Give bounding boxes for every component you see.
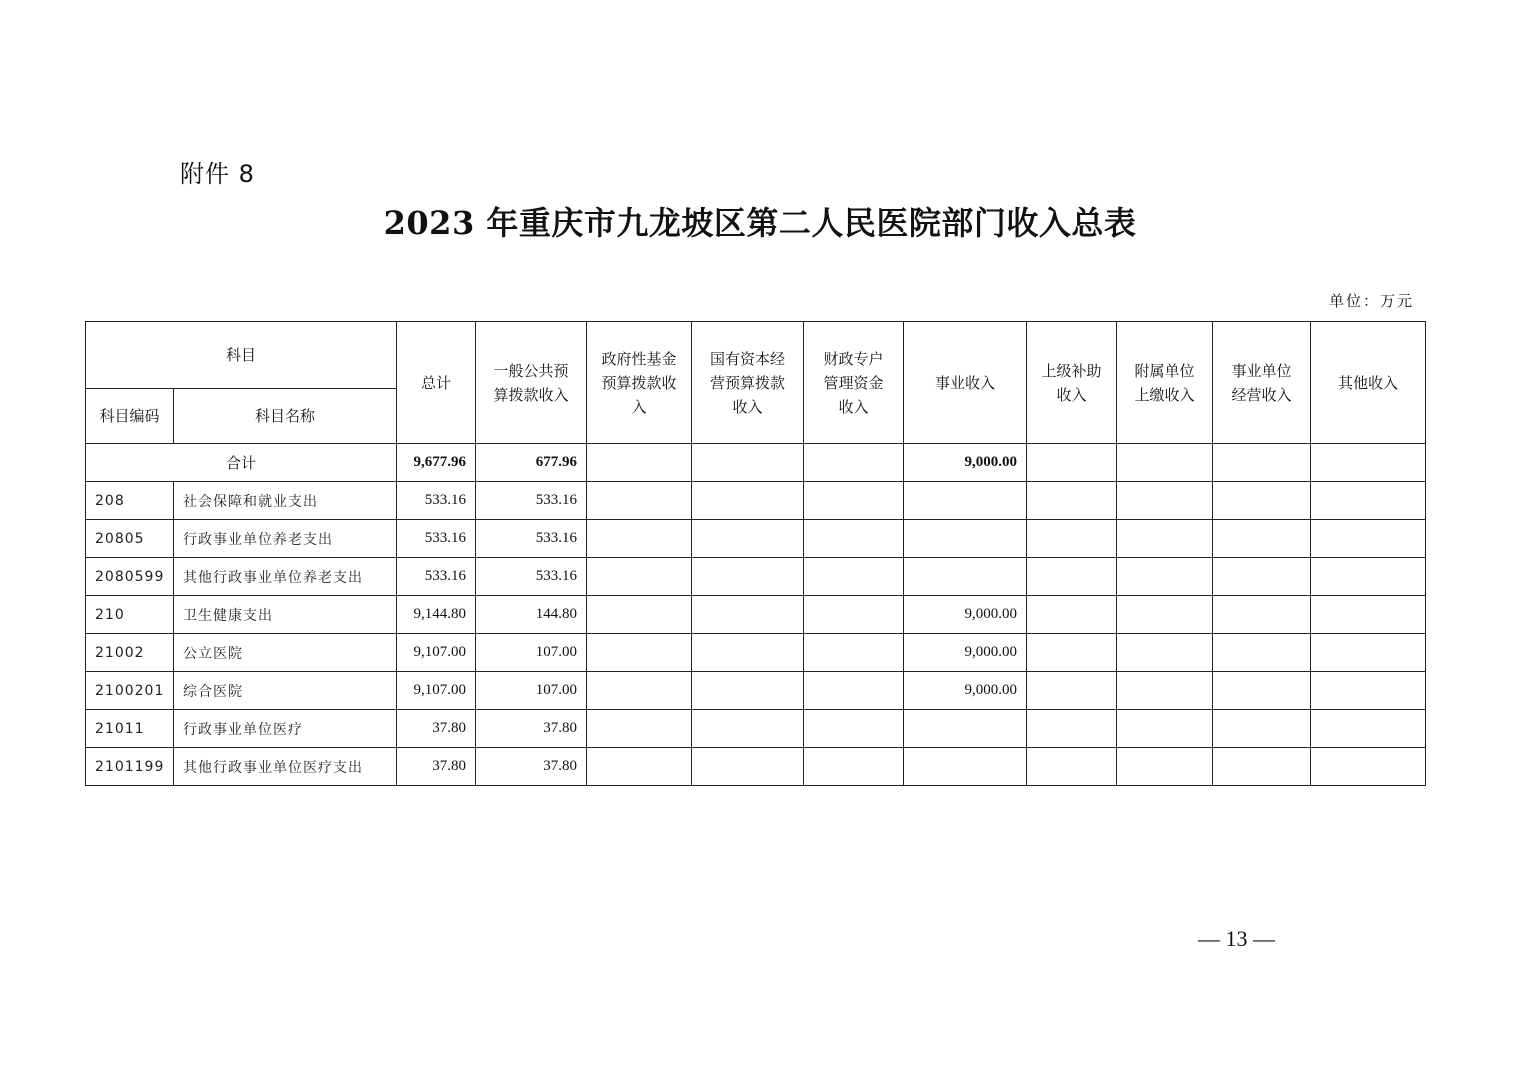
state-capital-cell (692, 748, 804, 786)
business-income-cell (904, 558, 1027, 596)
code-cell: 208 (86, 482, 174, 520)
business-operation-cell (1213, 482, 1311, 520)
fiscal-special-cell (804, 710, 904, 748)
general-budget-cell: 144.80 (476, 596, 587, 634)
header-name: 科目名称 (174, 389, 397, 444)
superior-subsidy-cell (1027, 482, 1117, 520)
table-row (86, 710, 1426, 748)
code-cell: 21002 (86, 634, 174, 672)
total-cell: 9,107.00 (397, 634, 476, 672)
affiliate-payment-cell (1117, 520, 1213, 558)
other-income-cell (1311, 748, 1426, 786)
other-income-cell (1311, 596, 1426, 634)
name-cell: 社会保障和就业支出 (174, 482, 397, 520)
fiscal-special-cell (804, 748, 904, 786)
other-income-cell (1311, 558, 1426, 596)
header-code: 科目编码 (86, 389, 174, 444)
fiscal-special-cell (804, 444, 904, 482)
total-cell: 37.80 (397, 710, 476, 748)
total-row (86, 444, 1426, 482)
total-cell: 37.80 (397, 748, 476, 786)
superior-subsidy-cell (1027, 444, 1117, 482)
general-budget-cell: 37.80 (476, 710, 587, 748)
table-row (86, 634, 1426, 672)
business-operation-cell (1213, 596, 1311, 634)
business-income-cell: 9,000.00 (904, 444, 1027, 482)
affiliate-payment-cell (1117, 672, 1213, 710)
state-capital-cell (692, 596, 804, 634)
affiliate-payment-cell (1117, 748, 1213, 786)
superior-subsidy-cell (1027, 672, 1117, 710)
general-budget-cell: 107.00 (476, 634, 587, 672)
total-label: 合计 (86, 444, 397, 482)
header-fiscal-special: 财政专户管理资金收入 (804, 322, 904, 444)
total-cell: 9,677.96 (397, 444, 476, 482)
code-cell: 2080599 (86, 558, 174, 596)
header-total: 总计 (397, 322, 476, 444)
name-cell: 公立医院 (174, 634, 397, 672)
affiliate-payment-cell (1117, 558, 1213, 596)
other-income-cell (1311, 634, 1426, 672)
attachment-label: 附件 8 (180, 160, 255, 188)
business-income-cell (904, 710, 1027, 748)
superior-subsidy-cell (1027, 634, 1117, 672)
gov-fund-cell (587, 558, 692, 596)
superior-subsidy-cell (1027, 558, 1117, 596)
gov-fund-cell (587, 596, 692, 634)
name-cell: 综合医院 (174, 672, 397, 710)
gov-fund-cell (587, 710, 692, 748)
fiscal-special-cell (804, 482, 904, 520)
gov-fund-cell (587, 520, 692, 558)
affiliate-payment-cell (1117, 444, 1213, 482)
other-income-cell (1311, 444, 1426, 482)
general-budget-cell: 533.16 (476, 558, 587, 596)
business-income-cell: 9,000.00 (904, 596, 1027, 634)
superior-subsidy-cell (1027, 520, 1117, 558)
business-income-cell: 9,000.00 (904, 672, 1027, 710)
code-cell: 210 (86, 596, 174, 634)
business-operation-cell (1213, 634, 1311, 672)
total-cell: 9,107.00 (397, 672, 476, 710)
superior-subsidy-cell (1027, 596, 1117, 634)
total-cell: 9,144.80 (397, 596, 476, 634)
table-row (86, 558, 1426, 596)
business-income-cell (904, 520, 1027, 558)
business-income-cell (904, 482, 1027, 520)
name-cell: 其他行政事业单位医疗支出 (174, 748, 397, 786)
general-budget-cell: 37.80 (476, 748, 587, 786)
business-operation-cell (1213, 520, 1311, 558)
gov-fund-cell (587, 444, 692, 482)
fiscal-special-cell (804, 558, 904, 596)
unit-label: 单位：万元 (1328, 292, 1414, 310)
general-budget-cell: 533.16 (476, 482, 587, 520)
header-superior-subsidy: 上级补助收入 (1027, 322, 1117, 444)
affiliate-payment-cell (1117, 710, 1213, 748)
state-capital-cell (692, 482, 804, 520)
state-capital-cell (692, 672, 804, 710)
gov-fund-cell (587, 482, 692, 520)
code-cell: 2100201 (86, 672, 174, 710)
affiliate-payment-cell (1117, 596, 1213, 634)
table-row (86, 672, 1426, 710)
state-capital-cell (692, 710, 804, 748)
header-gov-fund: 政府性基金预算拨款收入 (587, 322, 692, 444)
business-operation-cell (1213, 444, 1311, 482)
affiliate-payment-cell (1117, 634, 1213, 672)
income-summary-table (85, 321, 1426, 786)
table-row (86, 520, 1426, 558)
page-number: — 13 — (1198, 926, 1275, 951)
code-cell: 20805 (86, 520, 174, 558)
state-capital-cell (692, 634, 804, 672)
superior-subsidy-cell (1027, 710, 1117, 748)
business-income-cell: 9,000.00 (904, 634, 1027, 672)
fiscal-special-cell (804, 596, 904, 634)
total-cell: 533.16 (397, 482, 476, 520)
fiscal-special-cell (804, 520, 904, 558)
table-row (86, 748, 1426, 786)
business-operation-cell (1213, 672, 1311, 710)
fiscal-special-cell (804, 672, 904, 710)
header-state-capital: 国有资本经营预算拨款收入 (692, 322, 804, 444)
header-business-income: 事业收入 (904, 322, 1027, 444)
other-income-cell (1311, 710, 1426, 748)
business-income-cell (904, 748, 1027, 786)
page-title: 2023 年重庆市九龙坡区第二人民医院部门收入总表 (383, 204, 1137, 242)
general-budget-cell: 533.16 (476, 520, 587, 558)
code-cell: 2101199 (86, 748, 174, 786)
other-income-cell (1311, 520, 1426, 558)
gov-fund-cell (587, 748, 692, 786)
name-cell: 其他行政事业单位养老支出 (174, 558, 397, 596)
table-row (86, 596, 1426, 634)
header-general-budget: 一般公共预算拨款收入 (476, 322, 587, 444)
state-capital-cell (692, 558, 804, 596)
header-business-operation: 事业单位经营收入 (1213, 322, 1311, 444)
name-cell: 卫生健康支出 (174, 596, 397, 634)
name-cell: 行政事业单位养老支出 (174, 520, 397, 558)
business-operation-cell (1213, 558, 1311, 596)
other-income-cell (1311, 672, 1426, 710)
gov-fund-cell (587, 672, 692, 710)
total-cell: 533.16 (397, 558, 476, 596)
general-budget-cell: 107.00 (476, 672, 587, 710)
table-row (86, 482, 1426, 520)
fiscal-special-cell (804, 634, 904, 672)
other-income-cell (1311, 482, 1426, 520)
header-other-income: 其他收入 (1311, 322, 1426, 444)
business-operation-cell (1213, 748, 1311, 786)
code-cell: 21011 (86, 710, 174, 748)
state-capital-cell (692, 520, 804, 558)
header-subject: 科目 (86, 322, 397, 389)
total-cell: 533.16 (397, 520, 476, 558)
business-operation-cell (1213, 710, 1311, 748)
gov-fund-cell (587, 634, 692, 672)
header-affiliate-payment: 附属单位上缴收入 (1117, 322, 1213, 444)
general-budget-cell: 677.96 (476, 444, 587, 482)
name-cell: 行政事业单位医疗 (174, 710, 397, 748)
affiliate-payment-cell (1117, 482, 1213, 520)
superior-subsidy-cell (1027, 748, 1117, 786)
state-capital-cell (692, 444, 804, 482)
